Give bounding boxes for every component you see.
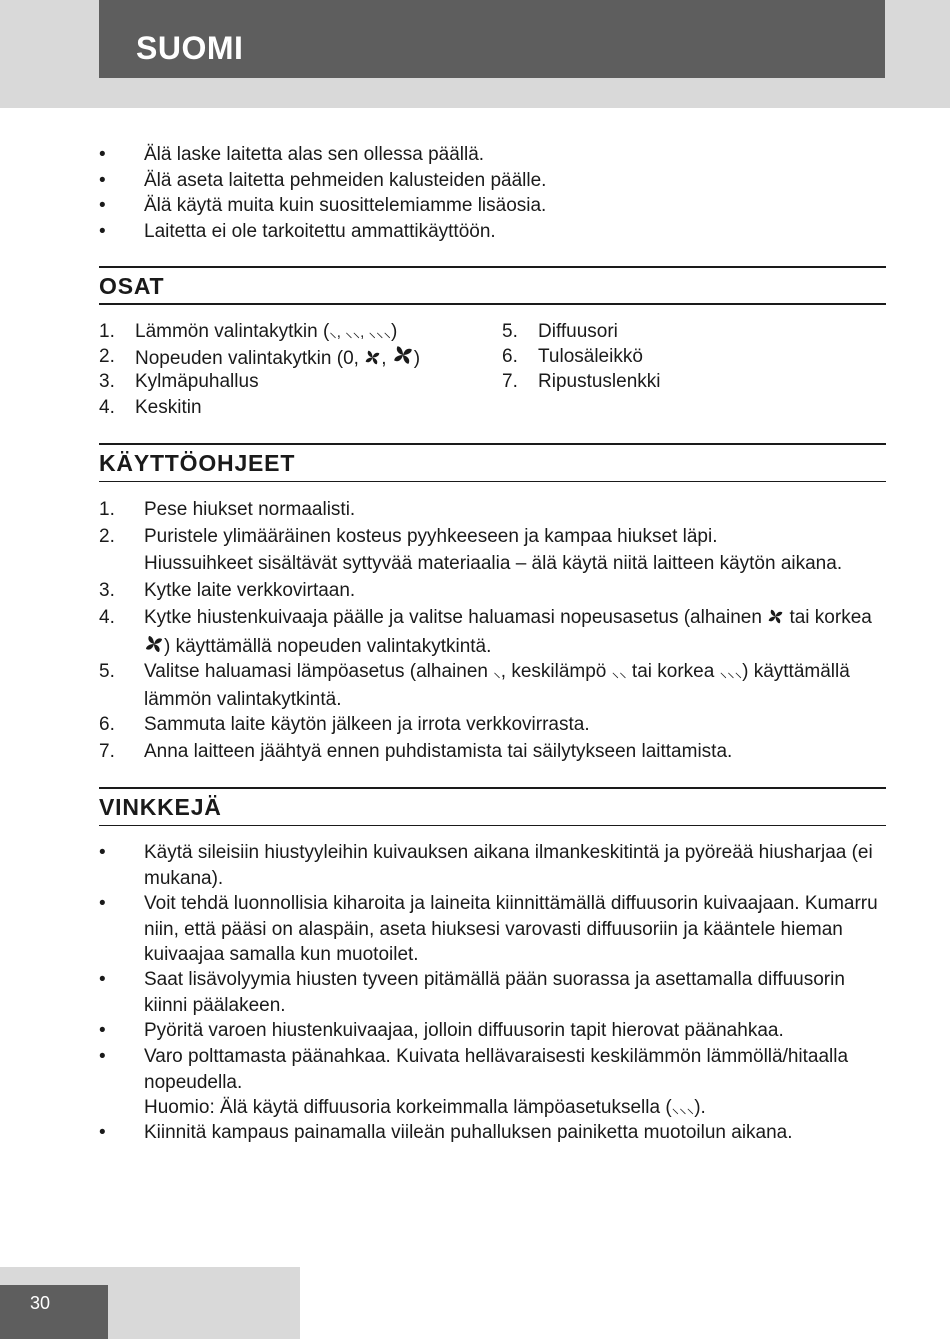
language-title: SUOMI [136, 30, 244, 66]
list-item: • Voit tehdä luonnollisia kiharoita ja laineita kiinnittämällä diffuusorin kuivaajaan. Kumarru niin, että pääsi on alaspäin, aseta hiuksesi varovasti diffuusoriin ja kääntele hieman kuivaajaa samalla kun muotoilet. [99, 893, 878, 965]
fan-icon [392, 344, 414, 373]
list-item: • Älä laske laitetta alas sen ollessa päällä. [99, 142, 885, 168]
section-rule [99, 787, 886, 789]
bullet: • [99, 144, 106, 165]
language-tab [99, 0, 885, 78]
bullet: • [99, 170, 106, 191]
list-item: • Laitetta ei ole tarkoitettu ammattikäyttöön. [99, 219, 885, 245]
section-rule [99, 825, 886, 826]
fan-icon [767, 606, 784, 633]
section-heading-osat: OSAT [99, 273, 165, 299]
list-item: • Pyöritä varoen hiustenkuivaajaa, jolloin diffuusorin tapit hierovat päänahkaa. [99, 1020, 784, 1041]
list-item: • Varo polttamasta päänahkaa. Kuivata hellävaraisesti keskilämmön lämmöllä/hitaalla nopeudella. Huomio: Älä käytä diffuusoria korkeimmalla lämpöasetuksella (⸜⸜⸜). [99, 1046, 849, 1118]
heat-wave-icon: ⸜⸜⸜ [719, 664, 743, 681]
heat-wave-icon: ⸜ [493, 664, 501, 681]
list-item: • Älä käytä muita kuin suosittelemiamme lisäosia. [99, 193, 885, 219]
fan-icon [364, 348, 381, 373]
section-rule [99, 481, 886, 482]
heat-wave-icon: ⸜⸜ [611, 664, 627, 681]
list-item: • Kiinnitä kampaus painamalla viileän puhalluksen painiketta muotoilun aikana. [99, 1122, 793, 1143]
section-heading-vinkkeja: VINKKEJÄ [99, 794, 222, 820]
note-text: Huomio: Älä käytä diffuusoria korkeimmalla lämpöasetuksella ( [144, 1097, 672, 1118]
page-number: 30 [30, 1293, 51, 1313]
section-rule [99, 303, 886, 305]
page-number-box [0, 1285, 108, 1339]
list-item: • Älä aseta laitetta pehmeiden kalusteiden päälle. [99, 168, 885, 194]
section-rule [99, 266, 886, 268]
section-heading-kayttoohjeet: KÄYTTÖOHJEET [99, 450, 296, 476]
bullet: • [99, 221, 106, 242]
section-rule [99, 443, 886, 445]
list-item: • Käytä sileisiin hiustyyleihin kuivauksen aikana ilmankeskitintä ja pyöreää hiusharjaa (ei mukana). [99, 842, 873, 889]
heat-wave-icon: ⸜⸜⸜ [671, 1100, 695, 1117]
bullet: • [99, 195, 106, 216]
heat-wave-icon: ⸜, ⸜⸜, ⸜⸜⸜ [329, 324, 391, 341]
list-item: • Saat lisävolyymia hiusten tyveen pitämällä pään suorassa ja asettamalla diffuusorin kiinni päälakeen. [99, 969, 845, 1016]
